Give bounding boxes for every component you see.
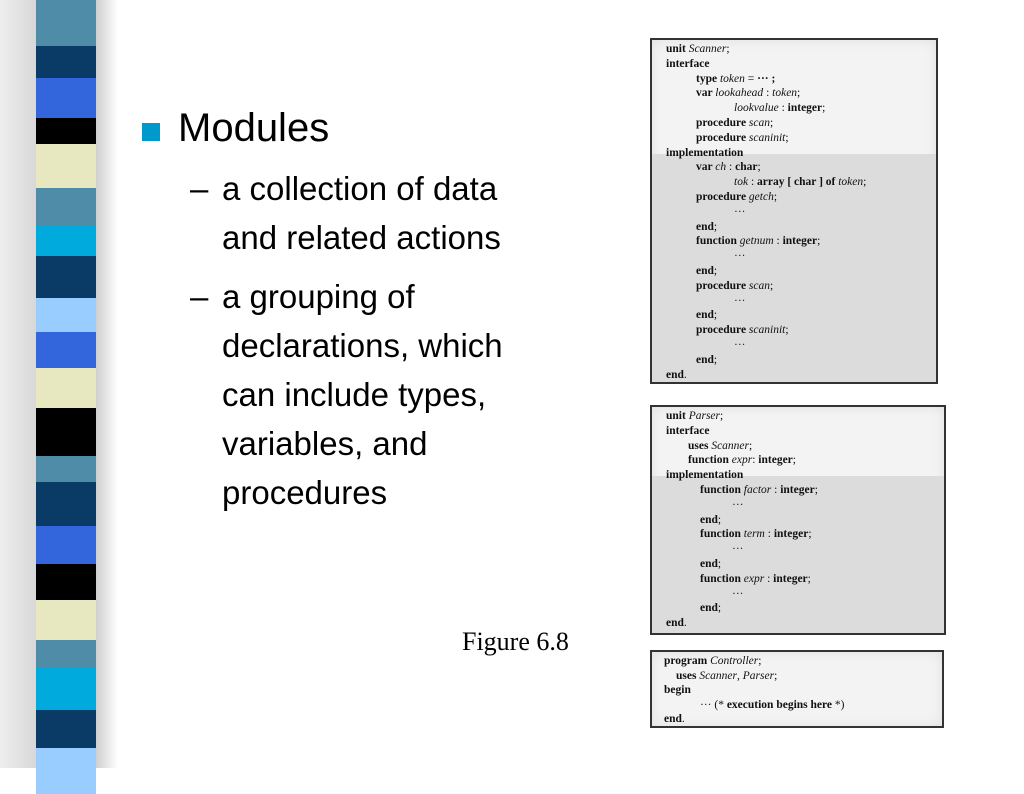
sub-bullet-2-line-5: procedures <box>222 474 388 511</box>
stripe-segment <box>36 0 96 46</box>
code-token: procedure <box>696 131 749 144</box>
code-token: . <box>683 617 687 630</box>
code-token: uses <box>688 439 712 452</box>
code-token: char <box>735 161 758 174</box>
code-line <box>666 368 687 382</box>
code-line <box>696 86 800 100</box>
code-token: . <box>681 713 685 726</box>
code-token: Scanner <box>699 669 738 682</box>
stripe-segment <box>36 408 96 456</box>
code-line <box>732 498 744 512</box>
code-token: ··· <box>734 205 746 218</box>
figure-caption: Figure 6.8 <box>462 627 569 656</box>
code-line <box>734 175 866 189</box>
code-token: implementation <box>666 146 744 159</box>
code-line <box>664 654 761 668</box>
code-token: ··· <box>732 498 744 511</box>
parser-unit-code <box>650 405 946 635</box>
code-token: . <box>683 368 687 381</box>
code-line <box>700 483 818 497</box>
code-line <box>700 527 812 541</box>
code-token: ; <box>770 279 774 292</box>
code-token: ; <box>774 669 778 682</box>
code-token: ; <box>717 513 722 526</box>
code-token: ··· <box>734 294 746 307</box>
code-token: end <box>666 617 684 630</box>
sub-bullet-2-line-1: a grouping of <box>222 278 415 315</box>
stripe-segment <box>36 564 96 600</box>
code-token: ; <box>713 353 718 366</box>
code-token: ; <box>807 572 811 585</box>
code-token: ; <box>863 176 867 189</box>
code-token: procedure <box>696 279 749 292</box>
code-token: end <box>696 353 714 366</box>
code-token: integer <box>787 102 823 115</box>
code-line <box>666 409 723 423</box>
stripe-segment <box>36 144 96 188</box>
code-token: end <box>696 265 714 277</box>
code-token: : <box>748 176 758 189</box>
code-token: interface <box>666 57 710 70</box>
stripe-segment <box>36 78 96 118</box>
code-line <box>696 72 775 86</box>
decorative-stripe-bar <box>36 0 96 768</box>
code-token: Controller <box>710 655 759 667</box>
code-token: expr <box>731 454 753 467</box>
code-token: array [ char ] of <box>757 176 839 189</box>
code-token: ; <box>773 191 778 203</box>
code-token: ; <box>814 484 818 496</box>
code-token: : <box>726 161 736 174</box>
code-token: end <box>696 220 714 233</box>
sub-bullet-1-line-2: and related actions <box>222 219 501 256</box>
code-line <box>734 249 746 263</box>
code-token: scan <box>748 117 771 129</box>
code-token: getch <box>748 191 774 203</box>
code-token: integer <box>773 572 808 585</box>
dash-mark: – <box>190 170 209 207</box>
code-token: integer <box>782 235 818 248</box>
stripe-segment <box>36 482 96 526</box>
code-token: function <box>688 454 732 467</box>
code-line <box>696 264 717 278</box>
code-line <box>734 101 825 115</box>
code-token: scan <box>748 279 771 292</box>
code-token: ; <box>785 324 789 337</box>
code-token: *) <box>832 698 845 711</box>
stripe-segment <box>36 456 96 482</box>
stripe-segment <box>36 298 96 332</box>
stripe-segment <box>36 748 96 794</box>
code-token: : <box>764 528 774 541</box>
code-token: Parser <box>742 669 775 682</box>
code-line <box>696 131 789 145</box>
code-token: getnum <box>739 235 774 248</box>
code-token: scaninit <box>748 131 786 144</box>
code-line <box>666 42 730 56</box>
code-token: lookvalue <box>734 102 779 115</box>
code-token: : <box>773 235 783 248</box>
stripe-segment <box>36 640 96 668</box>
code-token: end <box>696 309 714 322</box>
code-token: ; <box>822 102 826 115</box>
code-line <box>732 587 744 601</box>
stripe-segment <box>36 710 96 748</box>
stripe-segment <box>36 188 96 226</box>
code-token: token <box>838 176 864 189</box>
code-token: end <box>664 713 682 726</box>
code-line <box>734 338 746 352</box>
code-token: ; <box>717 602 722 615</box>
code-token: ··· (* <box>700 698 727 711</box>
code-token: term <box>743 528 765 541</box>
code-token: : <box>771 484 781 496</box>
code-line <box>696 190 777 204</box>
code-token: ; <box>717 558 722 570</box>
code-token: tok <box>734 176 749 189</box>
code-token: ; <box>720 410 724 422</box>
code-token: ··· <box>732 543 744 556</box>
code-line <box>666 616 687 630</box>
code-line <box>700 557 721 571</box>
code-token: : <box>764 572 774 585</box>
code-token: lookahead <box>715 87 764 100</box>
code-line <box>664 712 685 726</box>
code-token: unit <box>666 43 689 55</box>
code-line <box>688 453 796 467</box>
bullet-square-icon <box>142 123 160 141</box>
code-token: : <box>778 102 788 115</box>
code-token: ; <box>749 439 753 452</box>
code-line <box>666 57 709 71</box>
code-token: end <box>700 513 718 526</box>
code-line <box>696 279 773 293</box>
stripe-segment <box>36 600 96 640</box>
code-token: Scanner <box>711 439 750 452</box>
code-line <box>664 683 691 697</box>
code-token: , <box>737 669 743 682</box>
code-token: integer <box>758 454 793 467</box>
code-token: program <box>664 655 711 667</box>
code-token: integer <box>773 528 809 541</box>
stripe-segment <box>36 118 96 144</box>
code-token: ; <box>758 655 762 667</box>
code-token: = <box>744 72 758 85</box>
code-token: function <box>696 235 740 248</box>
code-token: ; <box>713 220 718 233</box>
code-token: integer <box>780 484 815 496</box>
code-token: token <box>772 87 798 100</box>
sub-bullet-1-line-1: a collection of data <box>222 170 498 207</box>
code-line <box>688 439 752 453</box>
code-line <box>732 542 744 556</box>
code-line <box>666 468 743 482</box>
stripe-segment <box>36 226 96 256</box>
sub-bullet-2-line-3: can include types, <box>222 376 487 413</box>
code-token: procedure <box>696 191 749 203</box>
code-token: uses <box>676 669 700 682</box>
code-line <box>734 294 746 308</box>
sub-bullet-2-line-4: variables, and <box>222 425 428 462</box>
code-token: ; <box>808 528 812 541</box>
code-line <box>734 205 746 219</box>
code-token: begin <box>664 684 691 697</box>
code-line <box>696 353 717 367</box>
code-line <box>676 669 777 683</box>
code-token: ; <box>817 235 821 248</box>
implementation-shading <box>652 476 944 633</box>
code-token: procedure <box>696 117 749 129</box>
stripe-segment <box>36 332 96 368</box>
code-line <box>696 220 717 234</box>
code-line <box>696 234 820 248</box>
code-token: ; <box>770 117 774 129</box>
code-token: var <box>696 161 716 174</box>
code-token: : <box>763 87 773 100</box>
code-line <box>700 698 845 712</box>
code-token: type <box>696 72 720 85</box>
code-token: ; <box>785 131 789 144</box>
stripe-segment <box>36 526 96 564</box>
code-token: Scanner <box>688 43 727 55</box>
code-token: var <box>696 87 716 100</box>
code-token: factor <box>743 484 772 496</box>
code-token: : <box>752 454 759 467</box>
code-token: unit <box>666 410 689 422</box>
code-line <box>700 601 721 615</box>
sub-bullet-2-line-2: declarations, which <box>222 327 503 364</box>
code-line <box>700 572 811 586</box>
stripe-segment <box>36 668 96 710</box>
scanner-unit-code <box>650 38 938 384</box>
code-token: token <box>719 72 745 85</box>
code-token: interface <box>666 424 710 437</box>
dash-mark: – <box>190 278 209 315</box>
stripe-segment <box>36 46 96 78</box>
controller-program-code <box>650 650 944 728</box>
code-token: function <box>700 572 744 585</box>
code-line <box>700 513 721 527</box>
code-line <box>696 308 717 322</box>
stripe-segment <box>36 256 96 298</box>
code-token: ; <box>797 87 801 100</box>
code-token: ; <box>713 309 718 322</box>
code-token: ··· <box>734 339 746 351</box>
code-line <box>696 160 761 174</box>
code-token: ; <box>713 265 718 277</box>
code-token: ; <box>757 161 761 174</box>
code-token: implementation <box>666 469 744 482</box>
code-token: procedure <box>696 324 749 337</box>
code-token: end <box>700 602 718 615</box>
code-token: end <box>700 558 718 570</box>
code-token: Parser <box>688 410 721 422</box>
code-line <box>666 424 709 438</box>
code-token: ··· ; <box>757 72 776 85</box>
code-token: end <box>666 368 684 381</box>
code-token: expr <box>743 572 765 585</box>
code-line <box>696 116 773 130</box>
stripe-segment <box>36 368 96 408</box>
code-token: ch <box>715 161 727 174</box>
code-token: function <box>700 528 744 541</box>
code-token: scaninit <box>748 324 786 337</box>
slide-heading: Modules <box>178 106 330 150</box>
code-token: function <box>700 484 744 496</box>
right-shadow <box>96 0 118 768</box>
code-token: ··· <box>732 587 744 600</box>
code-line <box>696 323 789 337</box>
code-line <box>666 146 743 160</box>
code-token: execution begins here <box>726 698 833 711</box>
code-token: ; <box>792 454 796 467</box>
code-token: ; <box>726 43 730 55</box>
code-token: ··· <box>734 250 746 263</box>
left-shadow <box>0 0 36 768</box>
